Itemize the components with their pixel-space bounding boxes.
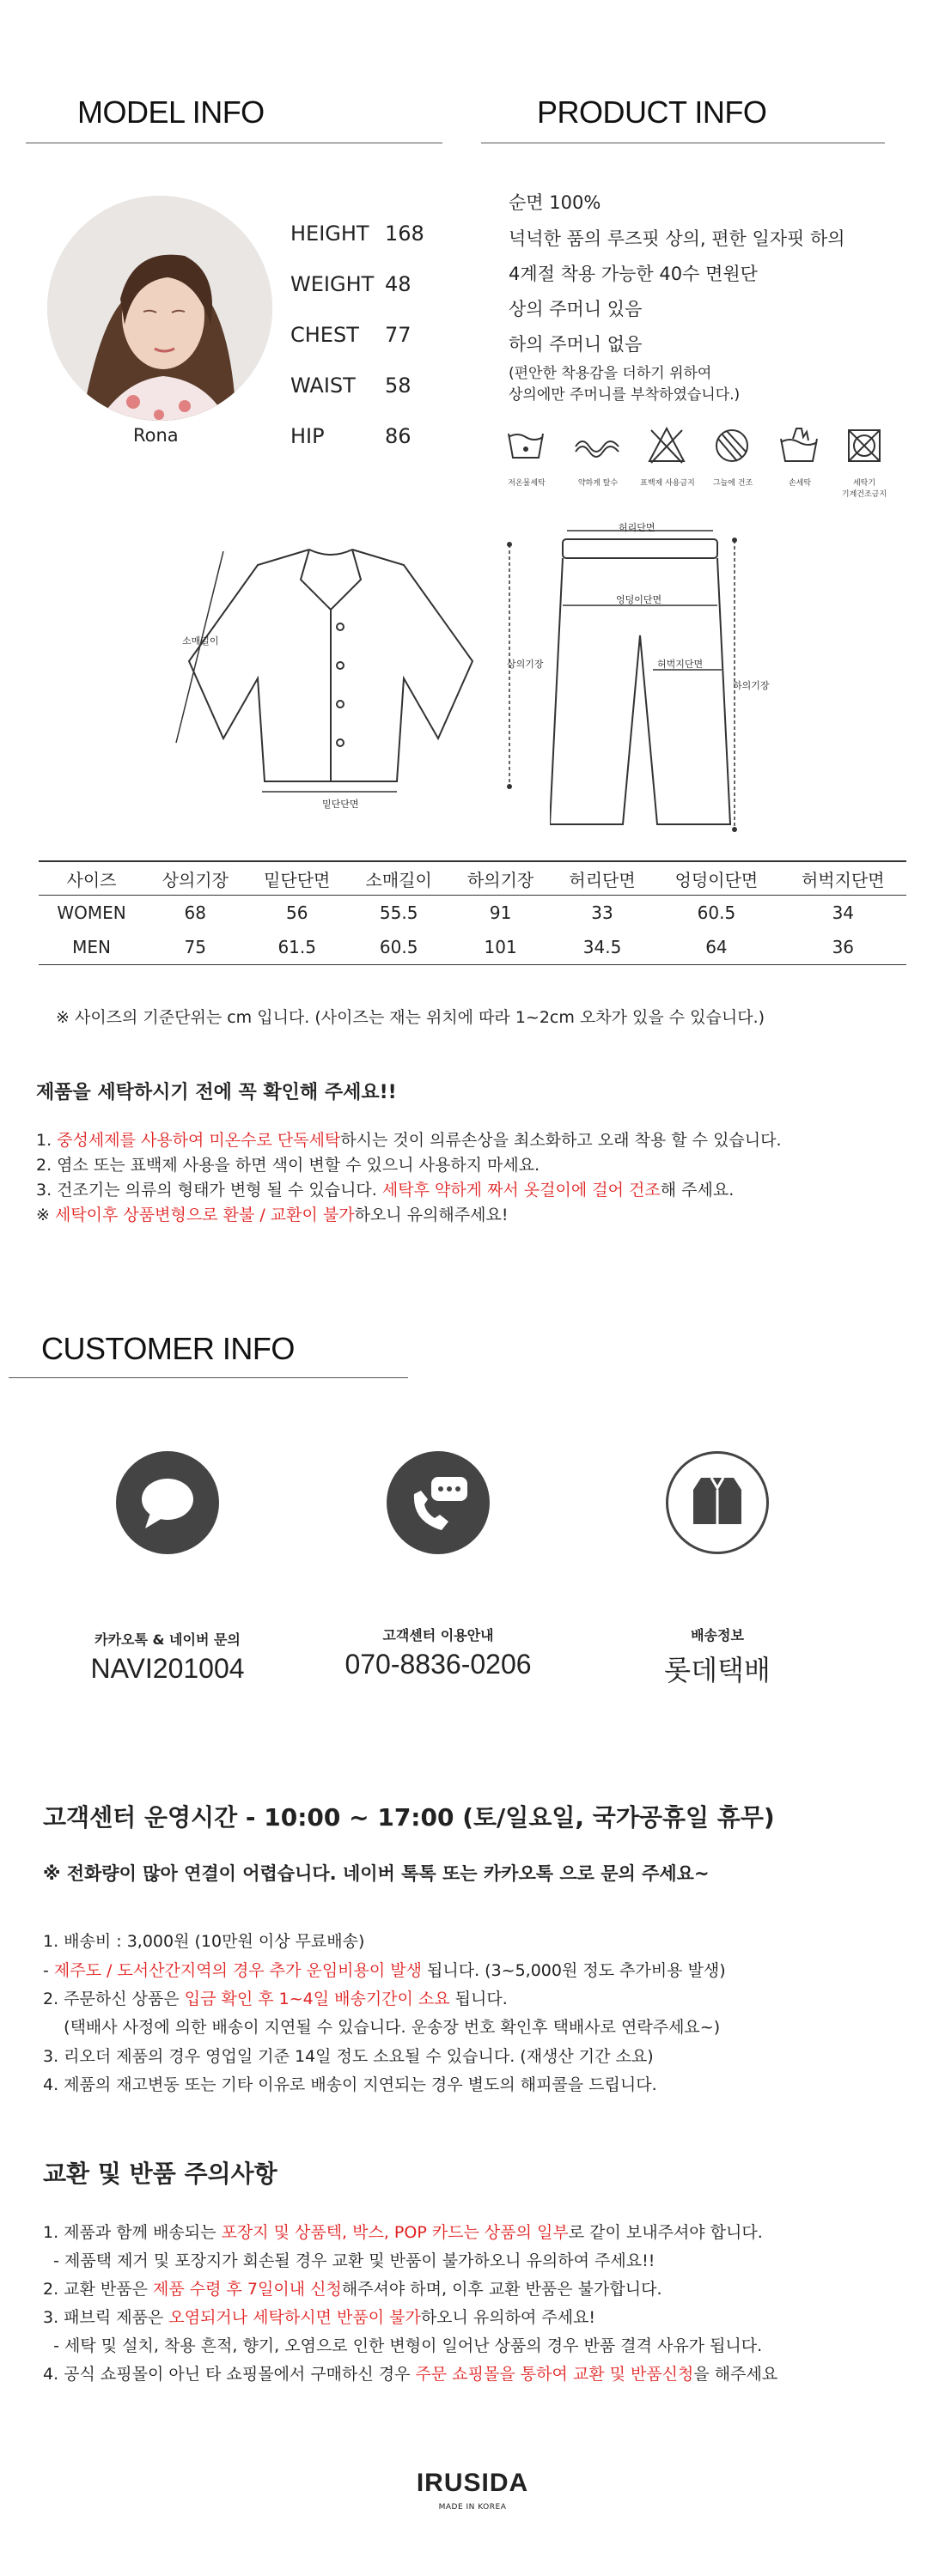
spec-height xyxy=(290,222,424,246)
shirt-sleeve-label: 소매길이 xyxy=(182,635,219,647)
table-cell: 34.5 xyxy=(552,930,653,965)
table-cell: 55.5 xyxy=(379,902,418,923)
brand-origin: MADE IN KOREA xyxy=(438,2503,507,2512)
kakao-circle xyxy=(116,1451,219,1554)
exchange-line-4-prefix: 4. 공식 쇼핑몰이 아닌 타 쇼핑몰에서 구매하신 경우 xyxy=(43,2365,416,2384)
model-name: Rona xyxy=(133,425,179,446)
care-label: 손세탁 xyxy=(788,479,812,488)
delivery-label: 배송정보 xyxy=(691,1627,744,1643)
hand-wash-icon xyxy=(777,425,820,466)
size-note: ※ 사이즈의 기준단위는 cm 입니다. (사이즈는 재는 위치에 따라 1~2cm 오차가 있을 수 있습니다.) xyxy=(56,1008,765,1027)
wash-line-4-highlight: 세탁이후 상품변형으로 환불 / 교환이 불가 xyxy=(54,1206,355,1224)
spec-value: 48 xyxy=(385,272,412,296)
size-table xyxy=(39,860,906,965)
size-header: 하의기장 xyxy=(449,861,551,896)
spec-value: 86 xyxy=(385,424,412,448)
spec-chest xyxy=(290,323,412,347)
spec-label: WEIGHT xyxy=(290,272,375,296)
customer-info-rule xyxy=(9,1377,408,1378)
table-cell: 36 xyxy=(780,930,906,965)
table-cell: 60.5 xyxy=(348,930,449,965)
exchange-line-2-prefix: 2. 교환 반품은 xyxy=(43,2280,154,2299)
wash-title: 제품을 세탁하시기 전에 꼭 확인해 주세요!! xyxy=(36,1082,397,1103)
spec-hip xyxy=(290,424,412,448)
pants-hip-label: 엉덩이단면 xyxy=(616,594,662,605)
shipping-line-1-sub xyxy=(43,1958,726,1981)
shipping-line-3: 3. 리오더 제품의 경우 영업일 기준 14일 정도 소요될 수 있습니다. (재생산 기간 소요) xyxy=(43,2047,654,2066)
phone-circle xyxy=(387,1451,490,1554)
pants-thigh-label: 허벅지단면 xyxy=(657,659,704,670)
pants-waist-label: 허리단면 xyxy=(619,522,655,533)
wash-line-4-rest: 하오니 유의해주세요! xyxy=(354,1206,509,1224)
customer-info-title: CUSTOMER INFO xyxy=(41,1331,295,1366)
wash-30-icon xyxy=(505,425,546,466)
product-note: 상의에만 주머니를 부착하였습니다.) xyxy=(509,386,741,404)
size-header: 허벅지단면 xyxy=(780,861,906,896)
table-row xyxy=(39,930,906,965)
table-cell: 68 xyxy=(184,902,206,923)
spec-label: HIP xyxy=(290,424,325,448)
exchange-line-4-highlight: 주문 쇼핑몰을 통하여 교환 및 반품신청 xyxy=(415,2365,694,2384)
shipping-line-2 xyxy=(43,1986,508,2009)
wash-line-2: 2. 염소 또는 표백제 사용을 하면 색이 변할 수 있으니 사용하지 마세요. xyxy=(36,1156,540,1175)
kakao-id[interactable]: NAVI201004 xyxy=(90,1653,245,1684)
spec-value: 58 xyxy=(385,374,412,398)
exchange-line-4-rest: 을 해주세요 xyxy=(693,2365,778,2384)
exchange-line-1 xyxy=(43,2220,763,2243)
wash-line-1-highlight: 중성세제를 사용하여 미온수로 단독세탁 xyxy=(57,1131,341,1150)
table-cell: 56 xyxy=(285,902,308,923)
spec-value: 168 xyxy=(385,222,424,246)
product-note: (편안한 착용감을 더하기 위하여 xyxy=(509,365,712,382)
exchange-line-1-rest: 로 같이 보내주셔야 합니다. xyxy=(568,2223,763,2242)
care-label: 표백제 사용금지 xyxy=(640,479,695,488)
exchange-line-3-sub: - 세탁 및 설치, 착용 흔적, 향기, 오염으로 인한 변형이 일어난 상품의 경우 반품 결격 사유가 됩니다. xyxy=(43,2336,763,2355)
shipping-line-1-sub-prefix: - xyxy=(43,1961,54,1980)
shirt-hem-label: 밑단단면 xyxy=(322,799,359,810)
wash-line-1-prefix: 1. xyxy=(36,1131,58,1150)
table-cell: 61.5 xyxy=(247,930,348,965)
shipping-line-2-highlight: 입금 확인 후 1~4일 배송기간이 소요 xyxy=(184,1990,450,2008)
size-header: 밑단단면 xyxy=(247,861,348,896)
table-row xyxy=(39,896,906,931)
table-cell: 101 xyxy=(449,930,551,965)
shipping-line-2-sub: (택배사 사정에 의한 배송이 지연될 수 있습니다. 운송장 번호 확인후 택배사로 연락주세요~) xyxy=(43,2018,721,2037)
shipping-line-1-sub-rest: 됩니다. (3~5,000원 정도 추가비용 발생) xyxy=(421,1961,726,1980)
exchange-line-3-prefix: 3. 패브릭 제품은 xyxy=(43,2308,169,2327)
table-cell: 33 xyxy=(591,902,613,923)
chat-bubble-icon xyxy=(116,1451,219,1554)
care-label: 세탁기 기계건조금지 xyxy=(841,479,887,499)
wash-line-1-rest: 하시는 것이 의류손상을 최소화하고 오래 착용 할 수 있습니다. xyxy=(340,1131,782,1150)
spec-label: CHEST xyxy=(290,323,359,347)
hours-title: 고객센터 운영시간 - 10:00 ~ 17:00 (토/일요일, 국가공휴일 휴무) xyxy=(43,1803,775,1832)
table-cell: 60.5 xyxy=(697,902,736,923)
phone-label: 고객센터 이용안내 xyxy=(382,1627,494,1643)
exchange-line-3-highlight: 오염되거나 세탁하시면 반품이 불가 xyxy=(168,2308,421,2327)
wash-line-4-prefix: ※ xyxy=(36,1206,55,1224)
pants-length-label: 하의기장 xyxy=(733,680,770,691)
size-header: 상의기장 xyxy=(144,861,246,896)
no-bleach-icon xyxy=(646,425,687,466)
spec-label: WAIST xyxy=(290,374,356,398)
model-avatar xyxy=(47,196,272,421)
spec-label: HEIGHT xyxy=(290,222,369,246)
delivery-company: 롯데택배 xyxy=(664,1655,771,1686)
exchange-line-1-highlight: 포장지 및 상품텍, 박스, POP 카드는 상품의 일부 xyxy=(221,2223,569,2242)
model-info-title: MODEL INFO xyxy=(77,94,265,130)
spec-waist xyxy=(290,374,412,398)
spec-weight xyxy=(290,272,412,296)
exchange-line-4 xyxy=(43,2361,777,2385)
shipping-line-4: 4. 제품의 재고변동 또는 기타 이유로 배송이 지연되는 경우 별도의 해피콜을 드립니다. xyxy=(43,2075,657,2094)
product-line: 4계절 착용 가능한 40수 면원단 xyxy=(509,264,758,284)
delivery-circle xyxy=(666,1451,769,1554)
product-line: 하의 주머니 없음 xyxy=(509,334,643,355)
product-line: 상의 주머니 있음 xyxy=(509,299,643,319)
delivery-box-icon xyxy=(668,1454,766,1552)
product-line: 넉넉한 품의 루즈핏 상의, 편한 일자핏 하의 xyxy=(509,228,845,249)
shipping-line-2-rest: 됩니다. xyxy=(449,1990,508,2008)
product-info-title: PRODUCT INFO xyxy=(537,94,767,130)
exchange-line-3 xyxy=(43,2305,595,2328)
wash-line-1 xyxy=(36,1127,782,1151)
table-cell: 91 xyxy=(489,902,512,923)
size-header: 사이즈 xyxy=(39,861,144,896)
shirt-diagram xyxy=(172,532,498,841)
wash-line-3-rest: 해 주세요. xyxy=(660,1181,735,1200)
wash-line-3-highlight: 세탁후 약하게 짜서 옷걸이에 걸어 건조 xyxy=(381,1181,661,1200)
size-header: 허리단면 xyxy=(552,861,653,896)
phone-number[interactable]: 070-8836-0206 xyxy=(344,1649,532,1680)
shipping-line-2-prefix: 2. 주문하신 상품은 xyxy=(43,1990,185,2008)
size-header: 소매길이 xyxy=(348,861,449,896)
shirt-length-label: 상의기장 xyxy=(507,659,544,670)
exchange-line-1-prefix: 1. 제품과 함께 배송되는 xyxy=(43,2223,222,2242)
exchange-line-3-rest: 하오니 유의하여 주세요! xyxy=(420,2308,596,2327)
shade-dry-icon xyxy=(711,425,753,466)
kakao-label: 카카오톡 & 네이버 문의 xyxy=(94,1631,241,1648)
spec-value: 77 xyxy=(385,323,412,347)
brand-logo: IRUSIDA xyxy=(416,2469,529,2497)
exchange-line-1-sub: - 제품택 제거 및 포장지가 회손될 경우 교환 및 반품이 불가하오니 유의하여 주세요!! xyxy=(43,2251,655,2270)
exchange-line-2 xyxy=(43,2276,662,2300)
wash-line-3-prefix: 3. 건조기는 의류의 형태가 변형 될 수 있습니다. xyxy=(36,1181,382,1200)
table-cell: 34 xyxy=(832,902,855,923)
wash-line-4 xyxy=(36,1202,508,1225)
table-cell: 75 xyxy=(144,930,246,965)
table-cell: 64 xyxy=(653,930,779,965)
care-label: 그늘에 건조 xyxy=(712,479,753,488)
care-label: 저온물세탁 xyxy=(508,479,546,488)
table-cell: WOMEN xyxy=(57,902,126,923)
hours-notice: ※ 전화량이 많아 연결이 어렵습니다. 네이버 톡톡 또는 카카오톡 으로 문의 주세요~ xyxy=(43,1863,710,1884)
care-label: 약하게 탈수 xyxy=(577,479,619,488)
exchange-line-2-rest: 해주셔야 하며, 이후 교환 반품은 불가합니다. xyxy=(341,2280,662,2299)
product-line: 순면 100% xyxy=(509,192,601,213)
gentle-wring-icon xyxy=(574,429,620,464)
wash-line-3 xyxy=(36,1177,734,1200)
exchange-line-2-highlight: 제품 수령 후 7일이내 신청 xyxy=(153,2280,342,2299)
shipping-line-1: 1. 배송비 : 3,000원 (10만원 이상 무료배송) xyxy=(43,1932,365,1951)
shipping-line-1-sub-highlight: 제주도 / 도서산간지역의 경우 추가 운임비용이 발생 xyxy=(53,1961,422,1980)
size-header: 엉덩이단면 xyxy=(653,861,779,896)
phone-chat-icon xyxy=(387,1451,490,1554)
exchange-title: 교환 및 반품 주의사항 xyxy=(43,2160,277,2188)
table-cell: MEN xyxy=(39,930,144,965)
no-tumble-dry-icon xyxy=(845,427,883,465)
